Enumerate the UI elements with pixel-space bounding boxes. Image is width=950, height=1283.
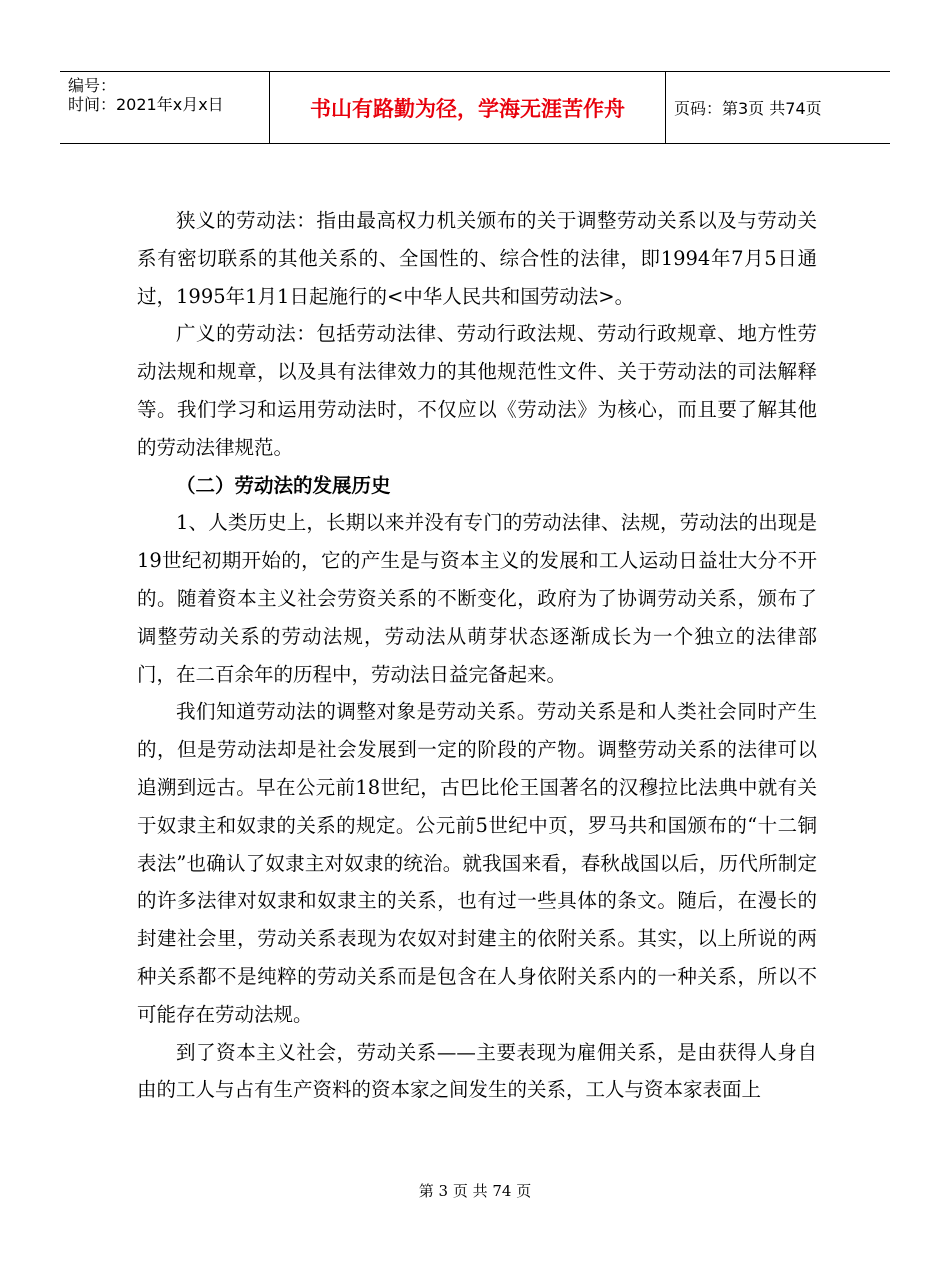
header-meta [60, 72, 270, 143]
paragraph-narrow-definition: 狭义的劳动法：指由最高权力机关颁布的关于调整劳动关系以及与劳动关系有密切联系的其他关系的、全国性的、综合性的法律，即1994年7月5日通过，1995年1月1日起施行的<中华人民共和国劳动法>。 [137, 209, 817, 308]
paragraph-broad-definition: 广义的劳动法：包括劳动法律、劳动行政法规、劳动行政规章、地方性劳动法规和规章，以及具有法律效力的其他规范性文件、关于劳动法的司法解释等。我们学习和运用劳动法时，不仅应以《劳动法》为核心，而且要了解其他的劳动法律规范。 [137, 322, 817, 459]
time-label: 时间：2021年x月x日 [68, 95, 224, 114]
page-header [60, 71, 890, 144]
section-heading: （二）劳动法的发展历史 [176, 473, 391, 497]
paragraph-history-2: 我们知道劳动法的调整对象是劳动关系。劳动关系是和人类社会同时产生的，但是劳动法却是社会发展到一定的阶段的产物。调整劳动关系的法律可以追溯到远古。早在公元前18世纪，古巴比伦王国著名的汉穆拉比法典中就有关于奴隶主和奴隶的关系的规定。公元前5世纪中页，罗马共和国颁布的“十二铜表法”也确认了奴隶主对奴隶的统治。就我国来看，春秋战国以后，历代所制定的许多法律对奴隶和奴隶主的关系，也有过一些具体的条文。随后，在漫长的封建社会里，劳动关系表现为农奴对封建主的依附关系。其实，以上所说的两种关系都不是纯粹的劳动关系而是包含在人身依附关系内的一种关系，所以不可能存在劳动法规。 [137, 700, 817, 1026]
page-footer: 第 3 页 共 74 页 [418, 1182, 532, 1200]
header-page-label: 页码：第3页 共74页 [674, 99, 822, 118]
paragraph-history-3: 到了资本主义社会，劳动关系——主要表现为雇佣关系，是由获得人身自由的工人与占有生产资料的资本家之间发生的关系，工人与资本家表面上 [137, 1040, 817, 1102]
document-body [137, 202, 817, 1109]
paragraph-history-1: 1、人类历史上，长期以来并没有专门的劳动法律、法规，劳动法的出现是19世纪初期开始的，它的产生是与资本主义的发展和工人运动日益壮大分不开的。随着资本主义社会劳资关系的不断变化，政府为了协调劳动关系，颁布了调整劳动关系的劳动法规，劳动法从萌芽状态逐渐成长为一个独立的法律部门，在二百余年的历程中，劳动法日益完备起来。 [137, 511, 817, 686]
number-label: 编号： [68, 76, 117, 95]
header-motto: 书山有路勤为径，学海无涯苦作舟 [270, 72, 666, 143]
